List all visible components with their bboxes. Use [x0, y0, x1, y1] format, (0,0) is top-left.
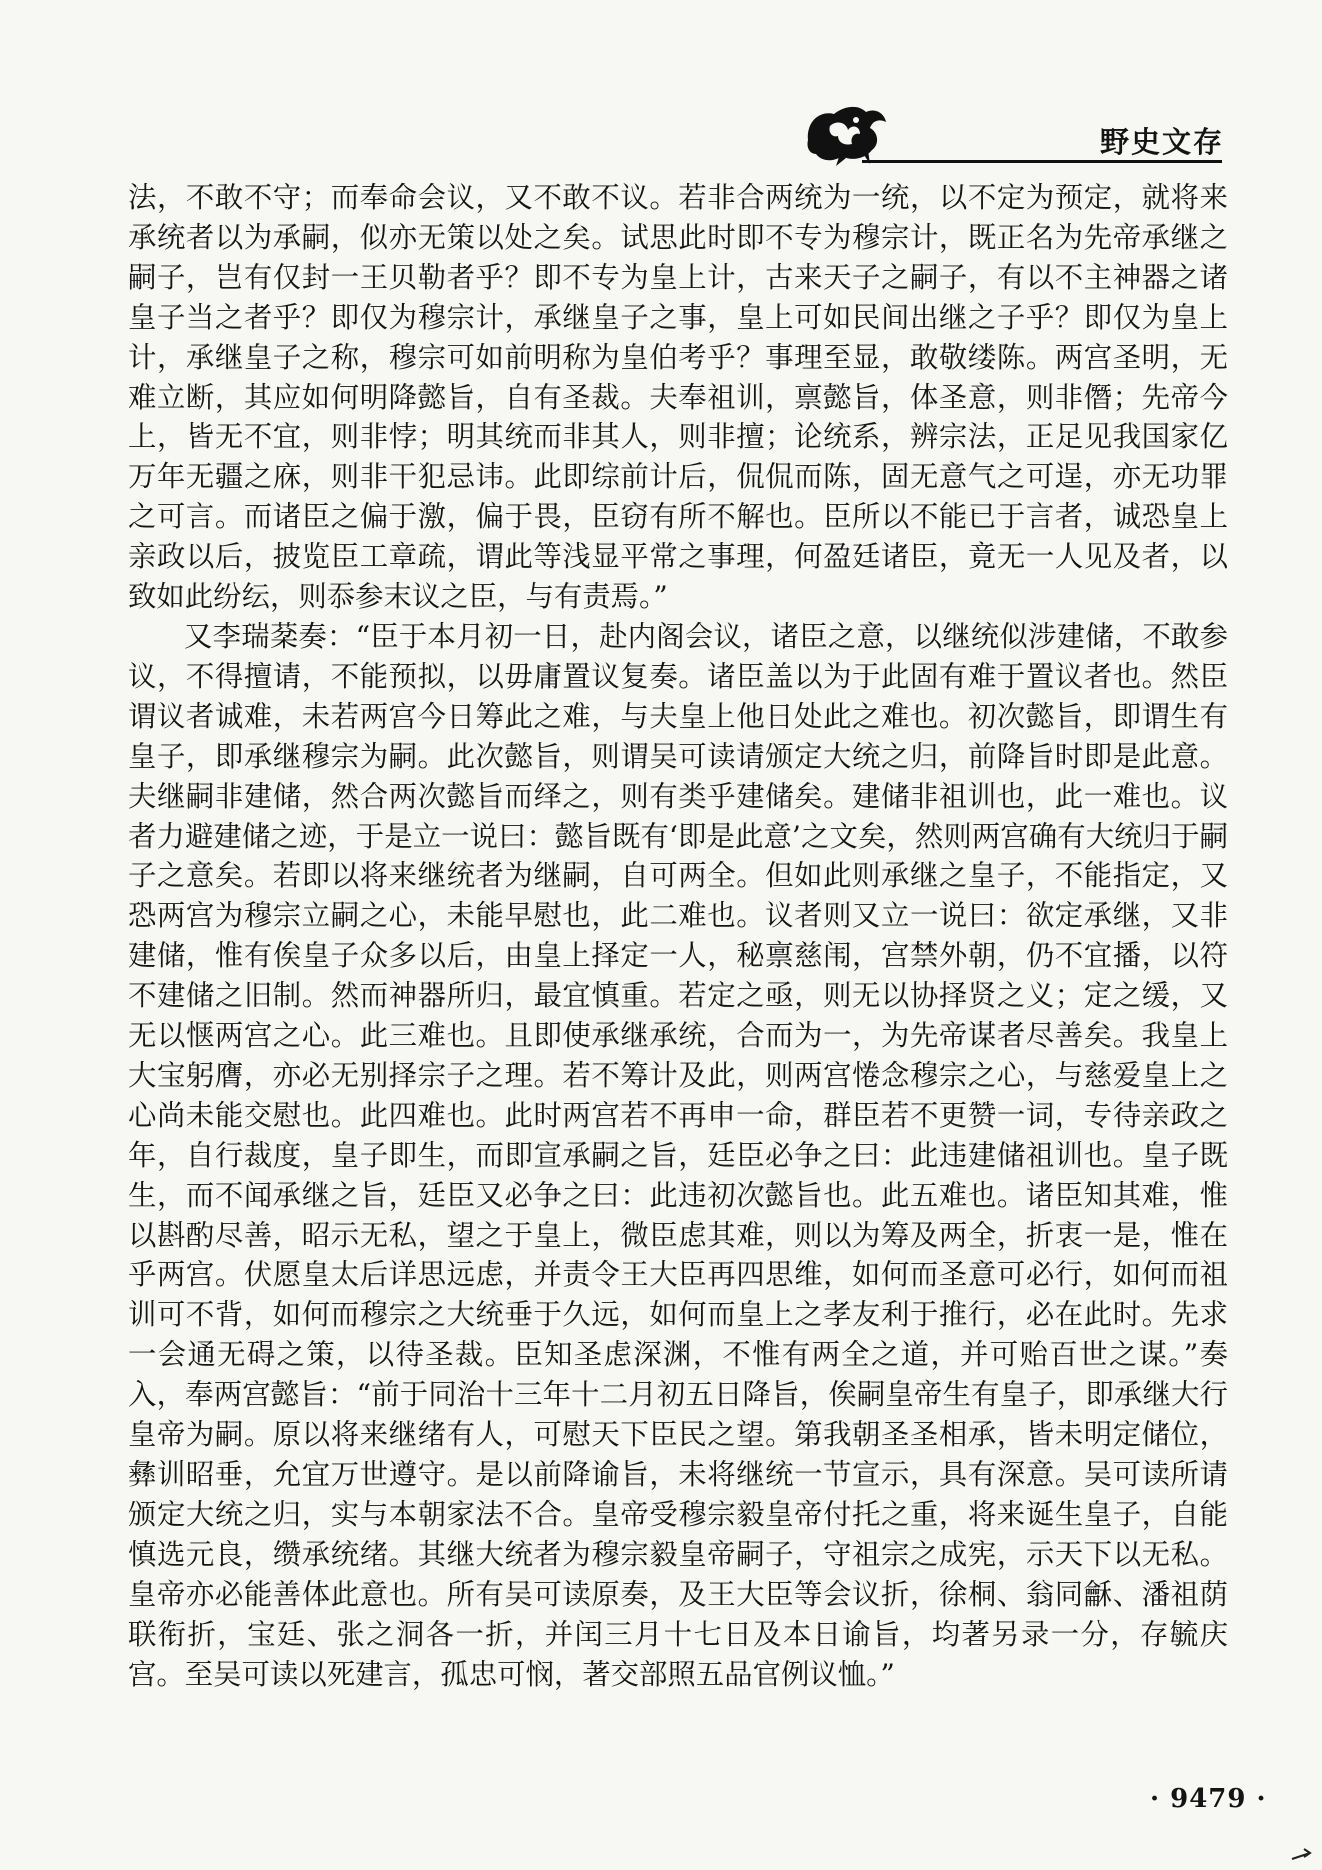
dragon-emblem-icon — [800, 100, 892, 166]
series-title: 野史文存 — [1100, 125, 1225, 159]
corner-mark-icon — [1290, 1843, 1314, 1863]
paragraph-continuation: 法，不敢不守；而奉命会议，又不敢不议。若非合两统为一统，以不定为预定，就将来承统者以为承嗣，似亦无策以处之矣。试思此时即不专为穆宗计，既正名为先帝承继之嗣子，岂有仅封一王贝勒者乎？即不专为皇上计，古来天子之嗣子，有以不主神器之诸皇子当之者乎？即仅为穆宗计，承继皇子之事，皇上可如民间出继之子乎？即仅为皇上计，承继皇子之称，穆宗可如前明称为皇伯考乎？事理至显，敢敬缕陈。两宫圣明，无难立断，其应如何明降懿旨，自有圣裁。夫奉祖训，禀懿旨，体圣意，则非僭；先帝今上，皆无不宜，则非悖；明其统而非其人，则非擅；论统系，辨宗法，正足见我国家亿万年无疆之庥，则非干犯忌讳。此即综前计后，侃侃而陈，固无意气之可逞，亦无功罪之可言。而诸臣之偏于激，偏于畏，臣窃有所不解也。臣所以不能已于言者，诚恐皇上亲政以后，披览臣工章疏，谓此等浅显平常之事理，何盈廷诸臣，竟无一人见及者，以致如此纷纭，则忝参末议之臣，与有责焉。” — [128, 181, 1228, 614]
paragraph-li-ruifen-memorial: 又李瑞棻奏：“臣于本月初一日，赴内阁会议，诸臣之意，以继统似涉建储，不敢参议，不得擅请，不能预拟，以毋庸置议复奏。诸臣盖以为于此固有难于置议者也。然臣谓议者诚难，未若两宫今日筹此之难，与夫皇上他日处此之难也。初次懿旨，即谓生有皇子，即承继穆宗为嗣。此次懿旨，则谓吴可读请颁定大统之归，前降旨时即是此意。夫继嗣非建储，然合两次懿旨而绎之，则有类乎建储矣。建储非祖训也，此一难也。议者力避建储之迹，于是立一说曰：懿旨既有‘即是此意’之文矣，然则两宫确有大统归于嗣子之意矣。若即以将来继统者为继嗣，自可两全。但如此则承继之皇子，不能指定，又恐两宫为穆宗立嗣之心，未能早慰也，此二难也。议者则又立一说曰：欲定承继，又非建储，惟有俟皇子众多以后，由皇上择定一人，秘禀慈闱，宫禁外朝，仍不宜播，以符不建储之旧制。然而神器所归，最宜慎重。若定之亟，则无以协择贤之义；定之缓，又无以惬两宫之心。此三难也。且即使承继承统，合而为一，为先帝谋者尽善矣。我皇上大宝躬膺，亦必无别择宗子之理。若不筹计及此，则两宫惓念穆宗之心，与慈爱皇上之心尚未能交慰也。此四难也。此时两宫若不再申一命，群臣若不更赞一词，专待亲政之年，自行裁度，皇子即生，而即宣承嗣之旨，廷臣必争之曰：此违建储祖训也。皇子既生，而不闻承继之旨，廷臣又必争之曰：此违初次懿旨也。此五难也。诸臣知其难，惟以斟酌尽善，昭示无私，望之于皇上，微臣虑其难，则以为筹及两全，折衷一是，惟在乎两宫。伏愿皇太后详思远虑，并责令王大臣再四思维，如何而圣意可必行，如何而祖训可不背，如何而穆宗之大统垂于久远，如何而皇上之孝友利于推行，必在此时。先求一会通无碍之策，以待圣裁。臣知圣虑深渊，不惟有两全之道，并可贻百世之谋。”奏入，奉两宫懿旨：“前于同治十三年十二月初五日降旨，俟嗣皇帝生有皇子，即承继大行皇帝为嗣。原以将来继绪有人，可慰天下臣民之望。第我朝圣圣相承，皆未明定储位，彝训昭垂，允宜万世遵守。是以前降谕旨，未将继统一节宣示，具有深意。吴可读所请颁定大统之归，实与本朝家法不合。皇帝受穆宗毅皇帝付托之重，将来诞生皇子，自能慎选元良，缵承统绪。其继大统者为穆宗毅皇帝嗣子，守祖宗之成宪，示天下以无私。皇帝亦必能善体此意也。所有吴可读原奏，及王大臣等会议折，徐桐、翁同龢、潘祖荫联衔折，宝廷、张之洞各一折，并闰三月十七日及本日谕旨，均著另录一分，存毓庆宫。至吴可读以死建言，孤忠可悯，著交部照五品官例议恤。” — [128, 619, 1228, 1691]
page-header — [0, 0, 1322, 175]
header-rule — [862, 160, 1222, 163]
body-text — [128, 178, 1228, 1694]
page-number: · 9479 · — [1150, 1784, 1267, 1814]
